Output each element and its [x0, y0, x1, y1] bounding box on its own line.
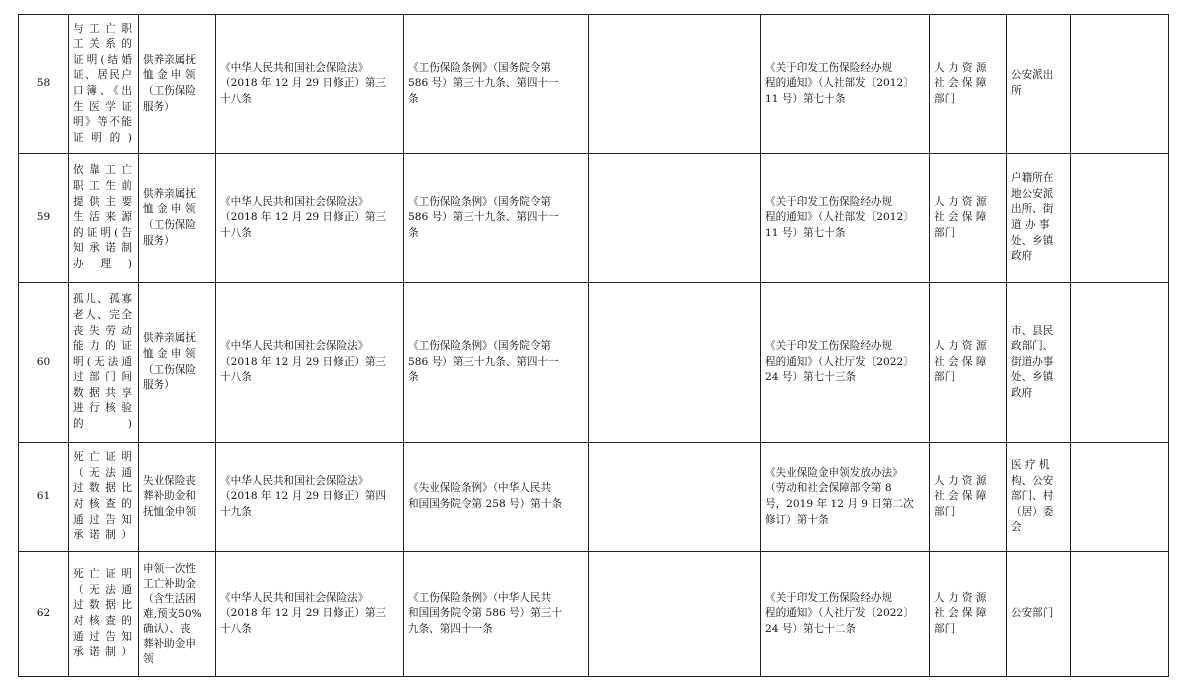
- row-number: 59: [19, 154, 69, 283]
- table-row: [19, 154, 1169, 283]
- handling-department: 人 力 资 源 社 会 保 障 部门: [930, 443, 1007, 552]
- regulation-basis: 《工伤保险条例》（国务院令第 586 号）第三十九条、第四十一 条: [404, 154, 589, 283]
- empty-cell: [589, 443, 761, 552]
- certificate-table: [18, 14, 1169, 677]
- table-row: [19, 283, 1169, 443]
- law-basis: 《中华人民共和国社会保险法》 （2018 年 12 月 29 日修正）第三 十八条: [216, 154, 404, 283]
- table-row: [19, 552, 1169, 677]
- certificate-material: 与工亡职 工关系的 证明(结婚 证、居民户 口簿、《出 生医学证 明》等不能 证明的): [69, 15, 139, 154]
- certificate-material: 死 亡 证 明 （无法通 过数据比 对核查的 通过告知 承诺制）: [69, 443, 139, 552]
- regulation-basis: 《工伤保险条例》（国务院令第 586 号）第三十九条、第四十一 条: [404, 15, 589, 154]
- table-row: [19, 15, 1169, 154]
- notice-basis: 《关于印发工伤保险经办规 程的通知》（人社厅发〔2022〕 24 号）第七十二条: [761, 552, 930, 677]
- row-number: 60: [19, 283, 69, 443]
- empty-cell: [589, 15, 761, 154]
- law-basis: 《中华人民共和国社会保险法》 （2018 年 12 月 29 日修正）第三 十八条: [216, 15, 404, 154]
- notice-basis: 《失业保险金申领发放办法》 （劳动和社会保障部令第 8 号，2019 年 12 月 9 日第二次 修订）第十条: [761, 443, 930, 552]
- handling-department: 人 力 资 源 社 会 保 障 部门: [930, 283, 1007, 443]
- row-number: 61: [19, 443, 69, 552]
- certificate-material: 依 靠 工 亡 职 工 生 前 提 供 主 要 生 活 来 源 的证明(告 知承诺制 办理): [69, 154, 139, 283]
- certificate-material: 孤儿、孤寡 老人、完全 丧失劳动 能力的证 明(无法通 过部门间 数据共享 进行核验 的): [69, 283, 139, 443]
- empty-cell: [589, 283, 761, 443]
- service-item: 供养亲属抚 恤 金 申 领 （工伤保险 服务）: [139, 15, 216, 154]
- service-item: 供养亲属抚 恤 金 申 领 （工伤保险 服务）: [139, 283, 216, 443]
- remark-cell: [1071, 552, 1169, 677]
- handling-department: 人 力 资 源 社 会 保 障 部门: [930, 15, 1007, 154]
- remark-cell: [1071, 15, 1169, 154]
- notice-basis: 《关于印发工伤保险经办规 程的通知》（人社部发〔2012〕 11 号）第七十条: [761, 154, 930, 283]
- remark-cell: [1071, 154, 1169, 283]
- remark-cell: [1071, 283, 1169, 443]
- table-row: [19, 443, 1169, 552]
- issuing-unit: 公安部门: [1007, 552, 1071, 677]
- issuing-unit: 公安派出 所: [1007, 15, 1071, 154]
- remark-cell: [1071, 443, 1169, 552]
- certificate-material: 死 亡 证 明 （无法通 过数据比 对核查的 通过告知 承诺制）: [69, 552, 139, 677]
- regulation-basis: 《工伤保险条例》（国务院令第 586 号）第三十九条、第四十一 条: [404, 283, 589, 443]
- empty-cell: [589, 154, 761, 283]
- service-item: 供养亲属抚 恤 金 申 领 （工伤保险 服务）: [139, 154, 216, 283]
- handling-department: 人 力 资 源 社 会 保 障 部门: [930, 552, 1007, 677]
- law-basis: 《中华人民共和国社会保险法》 （2018 年 12 月 29 日修正）第三 十八条: [216, 552, 404, 677]
- service-item: 申领一次性 工亡补助金 （含生活困 难,预支50% 确认）、丧 葬补助金申 领: [139, 552, 216, 677]
- regulation-basis: 《工伤保险条例》（中华人民共 和国国务院令第 586 号）第三十 九条、第四十一条: [404, 552, 589, 677]
- issuing-unit: 医 疗 机 构、公安 部门、村 （居）委 会: [1007, 443, 1071, 552]
- law-basis: 《中华人民共和国社会保险法》 （2018 年 12 月 29 日修正）第三 十八条: [216, 283, 404, 443]
- law-basis: 《中华人民共和国社会保险法》 （2018 年 12 月 29 日修正）第四 十九条: [216, 443, 404, 552]
- row-number: 62: [19, 552, 69, 677]
- notice-basis: 《关于印发工伤保险经办规 程的通知》（人社部发〔2012〕 11 号）第七十条: [761, 15, 930, 154]
- service-item: 失业保险丧 葬补助金和 抚恤金申领: [139, 443, 216, 552]
- notice-basis: 《关于印发工伤保险经办规 程的通知》（人社厅发〔2022〕 24 号）第七十三条: [761, 283, 930, 443]
- regulation-basis: 《失业保险条例》（中华人民共 和国国务院令第 258 号）第十条: [404, 443, 589, 552]
- row-number: 58: [19, 15, 69, 154]
- empty-cell: [589, 552, 761, 677]
- issuing-unit: 市、县民 政部门、 街道办事 处、乡镇 政府: [1007, 283, 1071, 443]
- issuing-unit: 户籍所在 地公安派 出所、街 道 办 事 处、乡镇 政府: [1007, 154, 1071, 283]
- handling-department: 人 力 资 源 社 会 保 障 部门: [930, 154, 1007, 283]
